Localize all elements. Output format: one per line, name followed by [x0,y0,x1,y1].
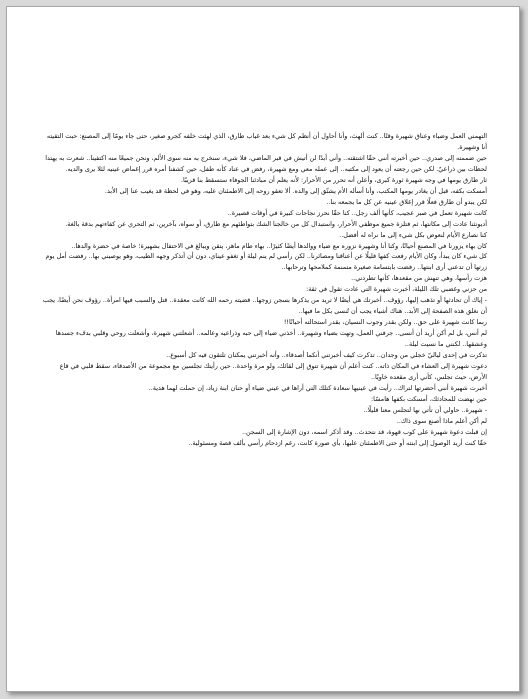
document-body [41,131,487,449]
paragraph: أمسكت بكفه، قبل أن يغادر يومها المكتب، وأنا أسأله الأم يشتّق إلى والده. ألا تعقو روحه إلى الاطمئنان عليه، وهو في لحظة قد يغيب عنا إلى الأبد. [104,186,487,195]
paragraph: هزت رأسها، وهي تنهش من مقعدها، كأنها تطردني.. [351,274,487,283]
paragraph: لم أكن أعلم ماذا أصنع سوى ذاك.. [396,416,487,425]
paragraph: أديونثنا عادت إلى مكانتها، ثم فتلزة جميع موظفي الأحرار، واستبدال كل من خالجنا الشك بتواطئهم مع طارق، أو سواه، بآخرين، تم التحري عن كفاءتهم بدقة بالغة. [65,219,487,228]
paragraph: لكن يبدو أن طارق فعلًا قرر إغلاق عينيه عن كل ما يجمعه بنا.. [326,197,487,206]
paragraph: كان بهاء يزورنا في المصنع أحيانًا، وكنا أنا وشهيرة نزوره مع ضياء ووالدها أيضًا كثيرًا.. بهاء طام ماهر، يتقن ويبالغ في الاحتفال بشهيرة؛ خاصة في حضرة والدها.. [71,241,487,250]
paragraph: حين نهضت للمحادثك، أمسكت بكفها هامسًا: [370,394,487,403]
paragraph: أخبرت شهيرة أنني أحضرتها لتراك.. رأيت في عينيها سعادة كتلك التي أراها في عيني ضياء أو حنان ابنة زياد، إن حملت لهما هدية.. [148,383,487,392]
paragraph: - شهيرة.. حاولي أن تأتي بها لتجلس معنا قليلًا.. [363,405,487,414]
paragraph: حين ضممته إلى صدري.. حين أخبرته أنني حقًا اشتقته.. وأني أبدًا لن أتيش في قبر الماضي، فلا شيء، سنخرج به منه سوى الألم، ونحن جميعًا منه اكتفينا.. شعرت به يهتدا لحظات بين ذراعيّ. لكن حين رجعته أن يعود إلى مكتبه.. إلى عمله معي ومع شهيرة، رفض في عناد كأنه طفل، حين كشفنا أمره قرر إغماض عينيه لئلا يرى والديه. [45,153,487,173]
paragraph: ثار طارق يومها في وجه شهيرة ثورة كبرى، وأعلن أنه تحرر من الأحرار: لأنه يعلم أن مبادئنا الجوفاء ستسقط بنا قريبًا. [181,175,487,184]
paragraph: دعوت شهيرة إلى العشاء في المكان ذاته.. كنت أعلم أن شهيرة تتوق إلى لقائك، ولو مرة واحدة.. حين رأيتك تجلسين مع مجموعة من الأصدقاء، سقط قلبي في قاع الأرض، حيث تجلس، كأني أرى مقعده خاويًا.. [59,362,487,381]
paragraph: كنا نصارع الأيام لنعوض بكل شيء إلى ما نراه له أفضل.. [339,230,487,239]
paragraph: كل شيء كان يبدأ، وكان الأيام رفعت كفها قليلًا عن أعناقنا ومصائرنا.. لكن رأسي لم ينم ليلة أو تغفو عيناي، دون أن أتذكر وجهه الطيب، وهو يوصيني بها.. رفضت أمل يوم زرتها أن تدعني أرى ابنتها.. رفضت بابتسامة صغيرة متمنمة كملامحها وترحابها.. [45,252,487,272]
paragraph: ربما كانت شهيرة على حق.. ولكن بقدر وجوب النسيان، بقدر استحالته أحيانًا!! [283,318,487,327]
paragraph: التهمني العمل وضياء وعناق شهيرة وقتًا.. كنت ألهث، وأنا أحاول أن أنظم كل شيء بعد غياب طارق، الذي لهثت خلفه كجرو صغير، حتى جاء يومًا إلى المصنع: حبت التقيته أنا وشهيرة. [46,132,487,151]
document-page [6,6,520,692]
paragraph: لم أنس، بل لم أكن أريد أن أنسى.. جرفني العمل، وتهت بضياء وشهيرة.. أخذني ضياء إلى حبه وذراعيه وعالمه.. أشعلتني شهيرة، وأشعلت روحي وقلبي بدفء جسدها وعشقها.. لكنني ما نسيت ليلة.. [55,329,487,349]
paragraph: - إياك أن تحادثها أو تذهب إليها، رؤوف.. أخبرتك هي أيضًا لا تريد من يذكرها بسجن زوجها.. قضيته رحمه الله كانت معقدة.. قتل والسبب فيها امرأة.. رؤوف نحن أيضًا، يجب أن نغلق هذه الصفحة إلى الأبد.. هناك أشياء يجب أن تُنسى بكل ما فيها.. [42,296,487,316]
paragraph: إن قبلت دعوة شهيرة على كوب قهوة، قد نتحدث.. وقد أذكر اسمه، دون الإشارة إلى السجن.. [241,427,487,436]
paragraph: من حزني وغضبي تلك الليلة، أخبرت شهيرة التي عادت تقول في ثقة: [306,285,487,294]
paragraph: كانت شهيرة تعمل في صبر عجيب، كأنها ألف رجل.. كنا حقًا نحرز نجاحات كبيرة في أوقات قصيرة.. [227,208,487,217]
paragraph: تذكرت في إحدى لياليّ خجلي من وجدان.. تذكرت كيف أخبرتني أنكما أصدقاء.. وأنه أخبرتني يمكنان تلتقون فيه كل أسبوع.. [166,351,487,360]
paragraph: حقًا كنت أريد الوصول إلى ابنته أو حتى الاطمئنان عليها، بأي صورة كانت، رغم ازدحام رأسي بألف قصة ومسئولية.. [188,438,487,447]
